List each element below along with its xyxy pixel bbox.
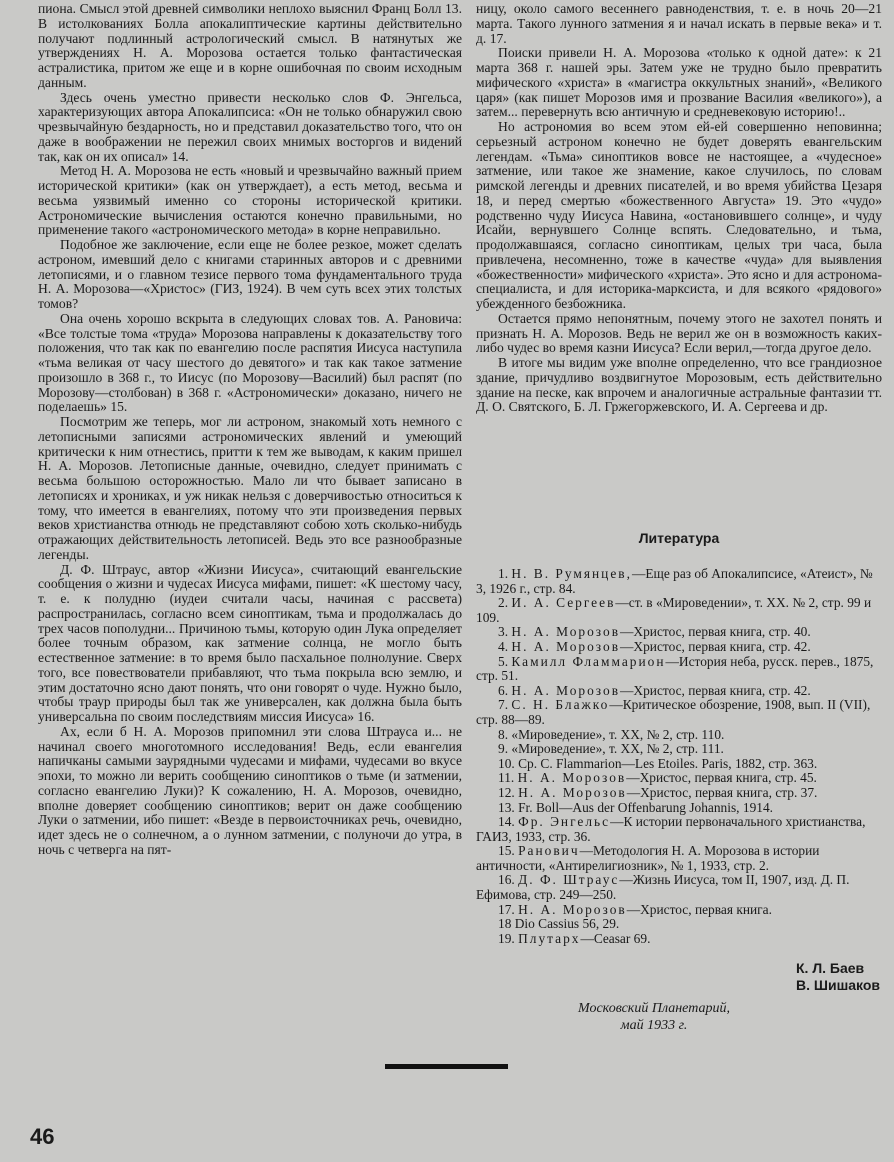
reference-item [476,567,886,596]
author-name: В. Шишаков [796,977,880,993]
reference-author: Камилл Фламмарион [511,653,666,669]
reference-author: Н. А. Морозов [511,624,621,640]
reference-text: —Христос, первая книга, стр. 37. [626,784,818,800]
reference-item [476,655,886,684]
reference-item [476,873,886,902]
reference-number: 19. [498,930,515,946]
reference-author: Н. А. Морозов [518,901,627,917]
reference-author: Н. В. Румянцев, [511,566,632,581]
reference-author: И. А. Сергеев [511,595,616,611]
reference-number: 15. [498,843,515,859]
reference-number: 6. [498,682,509,698]
date: май 1933 г. [620,1018,688,1033]
reference-number: 10. [498,755,515,771]
place-date [578,1000,730,1034]
reference-item [476,698,886,727]
reference-number: 1. [498,566,509,581]
reference-text: Ср. C. Flammarion—Les Etoiles. Paris, 1882, стр. 363. [518,755,818,771]
reference-item [476,917,886,932]
reference-text: «Мироведение», т. XX, № 2, стр. 111. [511,741,724,757]
reference-number: 16. [498,872,515,888]
reference-number: 12. [498,784,515,800]
paragraph: Здесь очень уместно привести несколько слов Ф. Энгельса, характеризующих автора Апокалипсиса: «Он не только обнаружил свою чрезвычайную бездарность, но и представил доказательство того, что он даже в воображении не пережил своих мнимых восторгов и видений так, как он их описал» 14. [38,89,462,164]
reference-author: Н. А. Морозов [511,638,621,654]
reference-text: —ст. в «Мироведении», т. XX. № 2, стр. 99 и 109. [476,595,872,625]
reference-author: С. Н. Блажко [511,697,610,713]
reference-text: —Критическое обозрение, 1908, вып. II (VII), стр. 88—89. [476,697,871,727]
reference-item [476,932,886,947]
reference-text: —Христос, первая книга, стр. 42. [620,638,811,654]
literature-heading: Литература [638,530,720,546]
paragraph: Она очень хорошо вскрыта в следующих словах тов. А. Рановича: «Все толстые тома «труда» Морозова направлены к доказательству того положения, что так как по евангелию после распятия Иисуса наступила «тьма великая от часу шестого до девятого» и так как такое затмение произошло в 368 г., то Иисус (по Морозову—Василий) был распят (по Морозову—столбован) в 368 г. «Астрономически» доказано, ничего не поделаешь» 15. [38,310,462,415]
paragraph: Подобное же заключение, если еще не более резкое, может сделать астроном, имевший дело с книгами старинных авторов и с древними летописями, и о главном тезисе первого тома фундаментального труда Н. А. Морозова—«Христос» (ГИЗ, 1924). В чем суть всех этих толстых томов? [38,237,462,311]
article-authors [796,960,880,994]
reference-author: Ранович [518,843,580,859]
reference-item [476,596,886,625]
reference-number: 7. [498,697,509,713]
reference-item [476,815,886,844]
reference-number: 14. [498,814,515,830]
reference-item [476,728,886,743]
reference-text: —К истории первоначального христианства, ГАИЗ, 1933, стр. 36. [476,814,866,844]
paragraph: Но астрономия во всем этом ей-ей совершенно неповинна; серьезный астроном конечно не будет доверять евангельским легендам. «Тьма» синоптиков вовсе не настоящее, а «чудесное» затмение, или такое же знамение, какое случилось, по словам римской легенды и древних писателей, и во время убийства Цезаря 18, и перед смертью «божественного Августа» 19. Это «чудо» родственно чуду Иисуса Навина, «остановившего солнце», и чуду Исайи, вернувшего Солнце вспять. Следовательно, и тьма, продолжавшаяся, согласно синоптикам, целых три часа, была привлечена, несомненно, тоже в качестве «чуда» для выявления «божественности» мифического «христа». Это ясно и для астронома-специалиста, и для историка-марксиста, и для всякого «рядового» убежденного безбожника. [476,119,882,311]
reference-item [476,801,886,816]
reference-text: —Жизнь Иисуса, том II, 1907, изд. Д. П. Ефимова, стр. 249—250. [476,872,850,903]
end-rule-divider [385,1064,508,1069]
author-name: К. Л. Баев [796,960,865,976]
reference-text: Dio Cassius 56, 29. [514,916,620,932]
reference-item [476,757,886,772]
reference-item [476,625,886,640]
reference-number: 3. [498,624,509,640]
paragraph: Д. Ф. Штраус, автор «Жизни Иисуса», считающий евангельские сообщения о жизни и чудесах Иисуса мифами, пишет: «К шестому часу, т. е. к полудню (иудеи считали часы, начиная с рассвета) распространилась, согласно всем синоптикам, тьма и продолжалась до трех часов пополудни... Причиною тьмы, которую один Лука определяет более точным образом, как затмение солнца, не могло быть естественное затмение: в то время было пасхальное полнолуние. Сверх того, все повествователи прибавляют, что тьма покрыла всю землю, и этим достаточно ясно дают понять, что они говорят о чуде. Нужно было, чтобы траур природы был так же универсален, как должна была быть универсальна по своим последствиям миссия Иисуса» 16. [38,561,462,724]
reference-text: —Еще раз об Апокалипсисе, «Атеист», № 3, 1926 г., стр. 84. [476,566,873,596]
place: Московский Планетарий, [578,1001,730,1016]
reference-text: —Христос, первая книга. [626,901,772,917]
paragraph: Ах, если б Н. А. Морозов припомнил эти слова Штрауса и... не начинал своего многотомного исследования! Ведь, если евангелия напичканы самыми заурядными чудесами и мифами, чудесами во вкусе эпохи, то можно ли верить сообщению синоптиков о тьме (и затмении, согласно евангелию Луки)? К сожалению, Н. А. Морозов, очевидно, вполне доверяет сообщению синоптиков; верит он даже сообщению Луки о затмении, ибо пишет: «Везде в первоисточниках речь, очевидно, идет здесь не о солнечном, а о лунном затмении, с полуночи до утра, в ночь с четверга на пят- [38,723,462,857]
reference-author: Н. А. Морозов [518,784,627,800]
paragraph: Поиски привели Н. А. Морозова «только к одной дате»: к 21 марта 368 г. нашей эры. Затем уже не трудно было превратить мифического «христа» в «магистра оккультных знаний», «Великого царя» (как пишет Морозов имя и прозвание Василия «великого»), а затем... перевернуть всю античную и средневековую историю!.. [476,45,882,120]
reference-text: Fr. Boll—Aus der Offenbarung Johannis, 1914. [518,799,774,815]
reference-number: 11. [498,770,515,786]
reference-text: —Ceasar 69. [580,930,651,946]
reference-number: 13. [498,799,515,815]
reference-text: —Христос, первая книга, стр. 45. [626,770,817,786]
paragraph: В итоге мы видим уже вполне определенно, что все грандиозное здание, причудливо воздвигнутое Морозовым, есть действительно здание на песке, как впрочем и аналогичные астральные фантазии тт. Д. О. Святского, Б. Л. Гржегоржевского, И. А. Сергеева и др. [476,355,882,415]
reference-number: 8. [498,726,509,742]
reference-author: Д. Ф. Штраус [518,872,620,888]
reference-text: —Христос, первая книга, стр. 42. [620,682,811,698]
reference-item [476,844,886,873]
paragraph: Метод Н. А. Морозова не есть «новый и чрезвычайно важный прием исторической критики» (как он утверждает), а есть метод, весьма и весьма уязвимый именно со стороны исторической критики. Астрономические вычисления остаются конечно правильными, но применение такого «астрономического метода» в корне неправильно. [38,163,462,238]
reference-text: —Христос, первая книга, стр. 40. [620,624,811,640]
reference-number: 4. [498,638,509,654]
reference-number: 9. [498,741,509,757]
reference-text: —История неба, русск. перев., 1875, стр. 51. [476,653,874,684]
reference-author: Н. А. Морозов [517,770,627,786]
reference-number: 17. [498,901,515,917]
reference-item [476,742,886,757]
page-number: 46 [30,1124,55,1149]
left-column [38,2,462,858]
paragraph: Остается прямо непонятным, почему этого не захотел понять и признать Н. А. Морозов. Ведь не верил же он в возможность каких-либо чудес во время казни Иисуса? Если верил,—тогда другое дело. [476,310,882,356]
reference-item [476,684,886,699]
reference-author: Фр. Энгельс [518,814,611,830]
paragraph: пиона. Смысл этой древней символики неплохо выяснил Франц Болл 13. В истолкованиях Болла апокалиптические картины действительно получают подлинный астрологический смысл. В натянутых же утверждениях Н. А. Морозова остается только фантастическая астралистика, притом же еще и в корне ошибочная по своим исходным данным. [38,1,462,90]
reference-text: —Методология Н. А. Морозова в истории античности, «Антирелигиозник», № 1, 1933, стр. 2. [476,843,820,873]
reference-number: 5. [498,653,509,669]
reference-list [476,567,886,946]
reference-item [476,786,886,801]
paragraph: ницу, около самого весеннего равноденствия, т. е. в ночь 20—21 марта. Такого лунного затмения я и начал искать в первые века» и т. д. 17. [476,1,882,46]
reference-item [476,771,886,786]
reference-text: «Мироведение», т. XX, № 2, стр. 110. [511,726,725,742]
reference-author: Н. А. Морозов [511,682,621,698]
paragraph: Посмотрим же теперь, мог ли астроном, знакомый хоть немного с летописными записями астрономических явлений и умеющий критически к ним отнестись, притти к тем же выводам, к каким пришел Н. А. Морозов. Летописные данные, очевидно, следует принимать с весьма большою осторожностью. Мало ли что бывает записано в летописях и хрониках, и уж никак нельзя с доверчивостью относиться к тому, что имеется в евангелиях, потому что эти произведения первых веков христианства отнюдь не представляют собою хоть сколько-нибудь отражающих действительность летописей. Ведь это все разнообразные легенды. [38,414,462,562]
reference-number: 2. [498,595,509,611]
reference-author: Плутарх [518,930,581,946]
reference-number: 18 [498,916,512,932]
reference-item [476,903,886,918]
reference-item [476,640,886,655]
right-column [476,2,882,415]
